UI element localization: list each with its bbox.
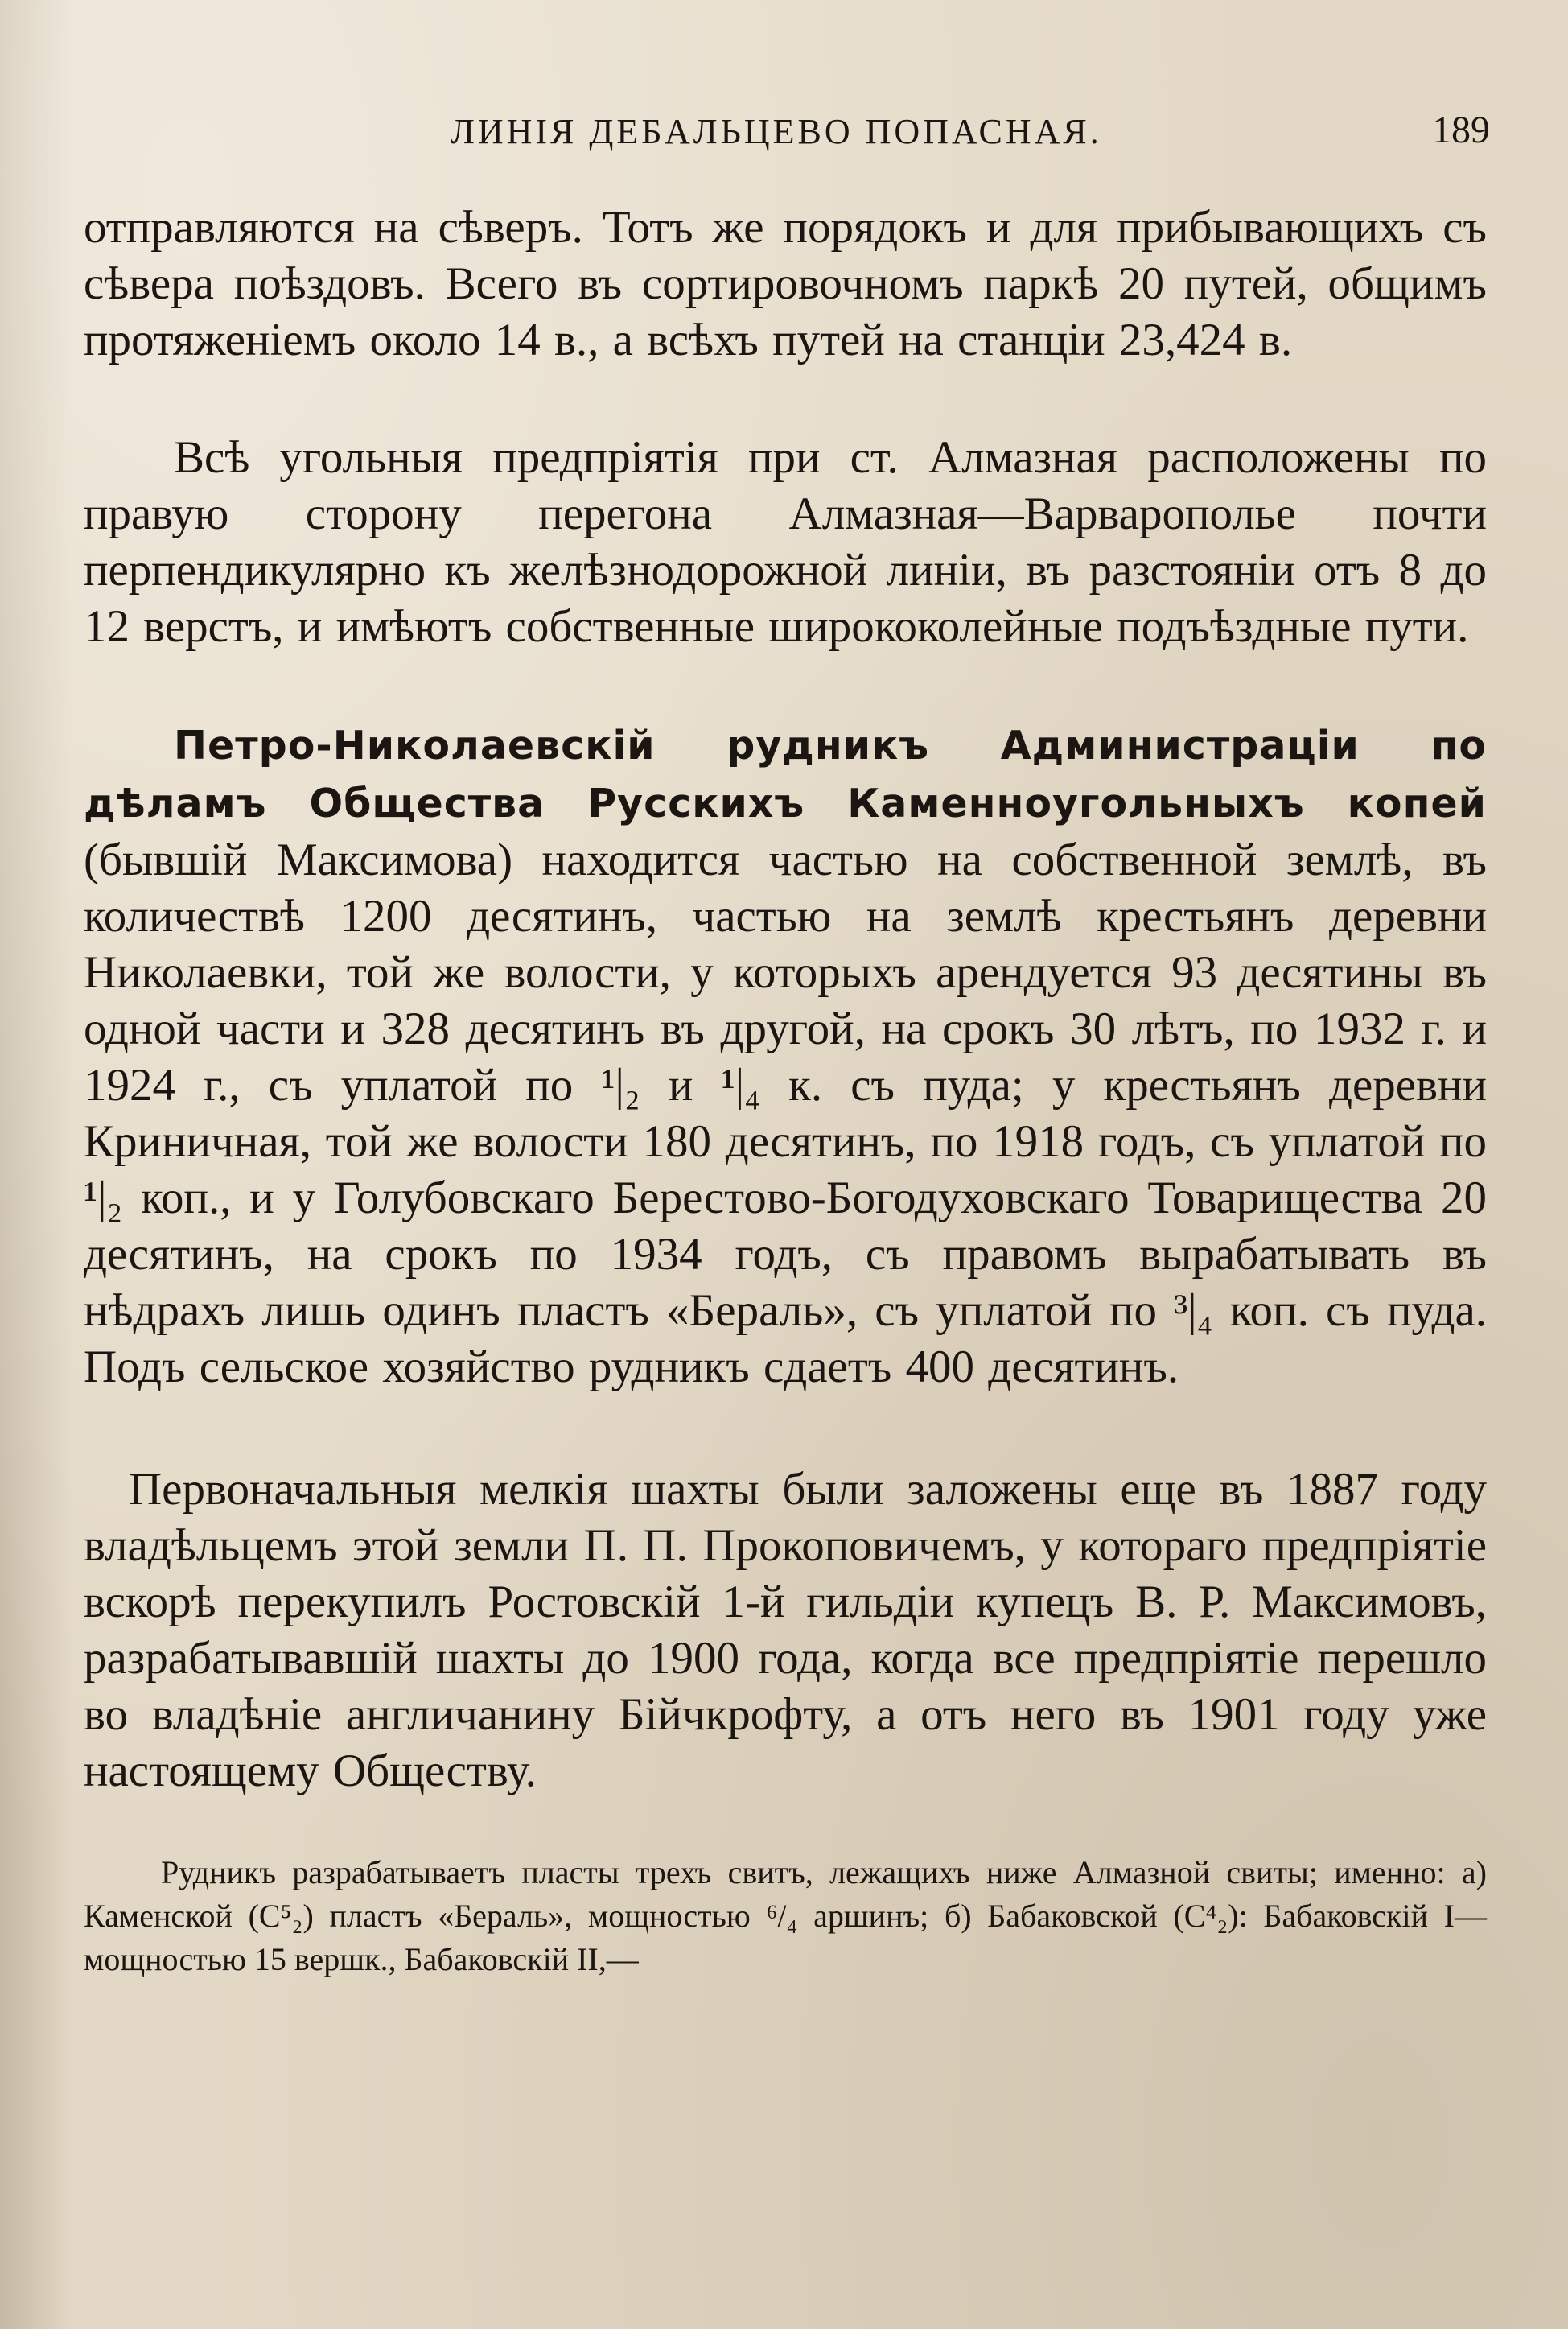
paragraph-continuation: отправляются на сѣверъ. Тотъ же порядокъ и для прибывающихъ съ сѣвера поѣздовъ. Всего въ сортировочномъ паркѣ 20 путей, общимъ протяженіемъ около 14 в., а всѣхъ путей на станціи 23,424 в.	[84, 202, 1487, 365]
paragraph-mine-history: Первоначальныя мелкія шахты были заложены еще въ 1887 году владѣльцемъ этой земли П. П. Прокоповичемъ, у котораго предпріятіе вскорѣ перекупилъ Ростовскій 1-й гильдіи купецъ В. Р. Максимовъ, разрабатывавшій шахты до 1900 года, когда все предпріятіе перешло во владѣніе англичанину Бійчкрофту, а отъ него въ 1901 году уже настоящему Обществу.	[84, 1464, 1487, 1796]
page-body	[84, 200, 1487, 1981]
paragraph-coal-enterprises: Всѣ угольныя предпріятія при ст. Алмазная расположены по правую сторону перегона Алмазная—Варварополье почти перпендикулярно къ желѣзнодорожной линіи, въ разстояніи отъ 8 до 12 верстъ, и имѣютъ собственные ширококолейные подъѣздные пути.	[84, 432, 1487, 652]
mine-name-heading: Петро-Николаевскій рудникъ Администраціи по дѣламъ Общества Русскихъ Каменноугольныхъ копей	[84, 723, 1487, 826]
running-title: ЛИНІЯ ДЕБАЛЬЦЕВО ПОПАСНАЯ.	[451, 112, 1102, 151]
mine-description: (бывшій Максимова) находится частью на собственной землѣ, въ количествѣ 1200 десятинъ, частью на землѣ крестьянъ деревни Николаевки, той же волости, у которыхъ арендуется 93 десятины въ одной части и 328 десятинъ въ другой, на срокъ 30 лѣтъ, по 1932 г. и 1924 г., съ уплатой по ¹|₂ и ¹|₄ к. съ пуда; у крестьянъ деревни Криничная, той же волости 180 десятинъ, по 1918 годъ, съ уплатой по ¹|₂ коп., и у Голубовскаго Берестово-Богодуховскаго Товарищества 20 десятинъ, на срокъ по 1934 годъ, съ правомъ вырабатывать въ нѣдрахъ лишь одинъ пластъ «Бераль», съ уплатой по ³|₄ коп. съ пуда. Подъ сельское хозяйство рудникъ сдаетъ 400 десятинъ.	[84, 835, 1487, 1392]
page-header	[80, 111, 1496, 159]
paragraph-petro-nikolaevsky-mine	[84, 716, 1487, 1395]
footnote-seams: Рудникъ разрабатываетъ пласты трехъ свитъ, лежащихъ ниже Алмазной свиты; именно: а) Каменской (С⁵₂) пластъ «Бераль», мощностью ⁶/₄ аршинъ; б) Бабаковской (С⁴₂): Бабаковскій I—мощностью 15 вершк., Бабаковскій II,—	[84, 1854, 1487, 1977]
page-number: 189	[1432, 109, 1490, 151]
